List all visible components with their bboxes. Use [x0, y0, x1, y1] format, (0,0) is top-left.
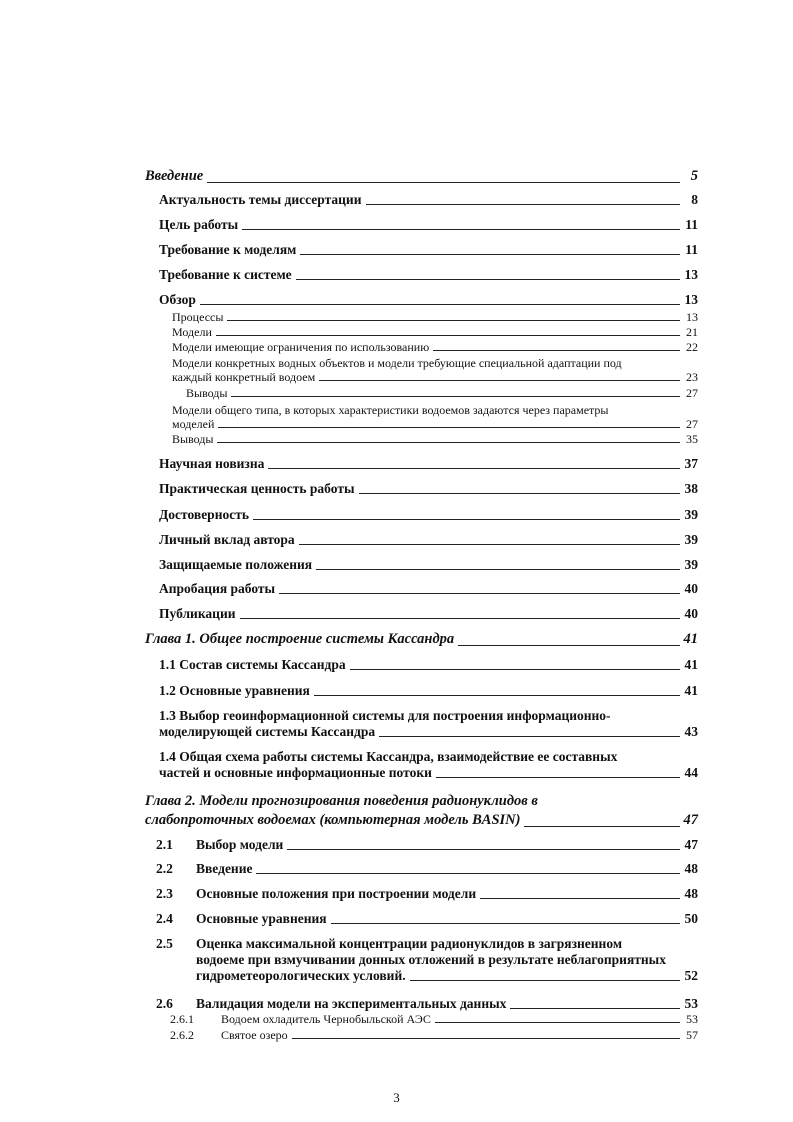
toc-entry-title: частей и основные информационные потоки: [159, 765, 432, 780]
toc-entry-title: Святое озеро: [221, 1028, 288, 1042]
toc-entry-title: Водоем охладитель Чернобыльской АЭС: [221, 1012, 431, 1026]
toc-entry-title: слабопроточных водоемах (компьютерная модель BASIN): [145, 812, 521, 828]
leader-line: [279, 593, 680, 594]
leader-line: [316, 569, 680, 570]
toc-entry-page: 50: [684, 911, 698, 926]
toc-entry[interactable]: [159, 192, 698, 208]
toc-entry-page: 11: [685, 217, 698, 232]
toc-entry-page: 35: [686, 432, 698, 446]
toc-entry-title: Выводы: [172, 432, 214, 446]
toc-entry-page: 39: [684, 507, 698, 522]
toc-entry-page: 44: [684, 765, 698, 780]
toc-entry[interactable]: [159, 749, 698, 781]
leader-line: [436, 777, 680, 778]
leader-line: [524, 826, 679, 827]
toc-entry-title: Достоверность: [159, 507, 249, 522]
toc-entry-page: 8: [691, 192, 698, 207]
toc-entry[interactable]: [186, 386, 698, 400]
toc-entry-title: Апробация работы: [159, 581, 276, 596]
toc-entry[interactable]: [159, 708, 698, 740]
toc-entry-page: 13: [686, 310, 698, 324]
leader-line: [207, 182, 680, 183]
toc-entry[interactable]: [170, 1012, 698, 1026]
toc-entry[interactable]: [156, 911, 698, 927]
toc-entry-page: 41: [684, 683, 698, 698]
toc-entry[interactable]: [172, 340, 698, 354]
toc-entry-number: 2.6: [156, 996, 173, 1011]
leader-line: [314, 695, 680, 696]
toc-entry-title: каждый конкретный водоем: [172, 370, 316, 384]
toc-entry[interactable]: [159, 683, 698, 699]
toc-entry-title: Цель работы: [159, 217, 239, 232]
page-number: 3: [393, 1090, 400, 1105]
toc-entry-title: Научная новизна: [159, 456, 265, 471]
leader-line: [218, 427, 680, 428]
toc-entry-page: 27: [686, 386, 698, 400]
leader-line: [231, 396, 680, 397]
toc-entry-number: 2.3: [156, 886, 173, 901]
toc-entry[interactable]: [170, 1028, 698, 1042]
toc-entry-title: Актуальность темы диссертации: [159, 192, 362, 207]
toc-entry[interactable]: [172, 356, 698, 384]
leader-line: [350, 669, 680, 670]
leader-line: [331, 923, 680, 924]
toc-entry-page: 13: [684, 267, 698, 282]
toc-entry-page: 52: [684, 968, 698, 983]
toc-entry-title: Валидация модели на экспериментальных данных: [196, 996, 507, 1011]
toc-entry-title: Защищаемые положения: [159, 557, 313, 572]
toc-entry-page: 48: [684, 861, 698, 876]
toc-entry-page: 27: [686, 417, 698, 431]
toc-entry[interactable]: [159, 456, 698, 472]
toc-chapter-entry[interactable]: [145, 167, 698, 186]
toc-entry[interactable]: [172, 325, 698, 339]
toc-entry-title: 1.1 Состав системы Кассандра: [159, 657, 346, 672]
leader-line: [216, 335, 680, 336]
toc-entry-title-line: 1.4 Общая схема работы системы Кассандра, взаимодействие ее составных: [159, 749, 618, 764]
toc-entry-page: 38: [684, 481, 698, 496]
toc-entry-page: 41: [683, 631, 698, 647]
toc-entry-title: Введение: [145, 168, 204, 184]
toc-entry-title: Введение: [196, 861, 253, 876]
leader-line: [410, 980, 680, 981]
toc-entry-page: 39: [684, 557, 698, 572]
toc-entry-number: 2.6.1: [170, 1012, 194, 1026]
toc-entry-title: Публикации: [159, 606, 236, 621]
toc-entry-page: 40: [684, 606, 698, 621]
toc-entry[interactable]: [156, 936, 698, 984]
leader-line: [296, 279, 680, 280]
toc-entry[interactable]: [159, 242, 698, 258]
toc-entry[interactable]: [172, 432, 698, 446]
toc-entry[interactable]: [159, 557, 698, 573]
toc-entry-page: 39: [684, 532, 698, 547]
leader-line: [292, 1038, 680, 1039]
toc-entry-title-line: 1.3 Выбор геоинформационной системы для построения информационно-: [159, 708, 611, 723]
toc-entry[interactable]: [159, 657, 698, 673]
toc-entry[interactable]: [172, 403, 698, 431]
toc-entry-title-line: водоеме при взмучивании донных отложений в результате неблагоприятных: [196, 952, 666, 967]
toc-entry-number: 2.1: [156, 837, 173, 852]
toc-entry-title: Выводы: [186, 386, 228, 400]
leader-line: [287, 849, 680, 850]
toc-entry[interactable]: [156, 996, 698, 1012]
toc-entry-title: Обзор: [159, 292, 196, 307]
toc-entry-title: Выбор модели: [196, 837, 284, 852]
leader-line: [299, 544, 680, 545]
toc-entry[interactable]: [156, 886, 698, 902]
toc-entry-number: 2.4: [156, 911, 173, 926]
toc-entry[interactable]: [159, 481, 698, 497]
leader-line: [256, 873, 680, 874]
toc-entry-number: 2.2: [156, 861, 173, 876]
toc-entry-title: моделирующей системы Кассандра: [159, 724, 376, 739]
toc-entry-title: гидрометеорологических условий.: [196, 968, 406, 983]
toc-entry-page: 13: [684, 292, 698, 307]
leader-line: [359, 493, 681, 494]
toc-entry-title: Личный вклад автора: [159, 532, 295, 547]
toc-entry[interactable]: [159, 267, 698, 283]
toc-entry-page: 37: [684, 456, 698, 471]
leader-line: [217, 442, 680, 443]
leader-line: [510, 1008, 680, 1009]
toc-entry-page: 53: [684, 996, 698, 1011]
toc-entry-title: Практическая ценность работы: [159, 481, 355, 496]
leader-line: [433, 350, 680, 351]
toc-entry[interactable]: [159, 292, 698, 308]
leader-line: [300, 254, 680, 255]
leader-line: [366, 204, 681, 205]
toc-entry-number: 2.5: [156, 936, 173, 951]
toc-entry-page: 22: [686, 340, 698, 354]
toc-entry-page: 5: [690, 168, 698, 184]
leader-line: [268, 468, 680, 469]
leader-line: [435, 1022, 680, 1023]
toc-chapter-entry[interactable]: [145, 630, 698, 649]
toc-entry-title-line: Глава 2. Модели прогнозирования поведения радионуклидов в: [145, 793, 538, 809]
toc-entry-page: 43: [684, 724, 698, 739]
toc-entry-title: Требование к моделям: [159, 242, 297, 257]
toc-entry-page: 48: [684, 886, 698, 901]
toc-entry-title: 1.2 Основные уравнения: [159, 683, 310, 698]
leader-line: [458, 645, 679, 646]
toc-entry[interactable]: [156, 837, 698, 853]
toc-chapter-entry[interactable]: [145, 792, 698, 830]
toc-entry-title-line: Модели конкретных водных объектов и модели требующие специальной адаптации под: [172, 356, 622, 370]
toc-entry-page: 57: [686, 1028, 698, 1042]
toc-entry-title: моделей: [172, 417, 215, 431]
toc-entry[interactable]: [159, 507, 698, 523]
toc-entry-title: Основные уравнения: [196, 911, 327, 926]
toc-entry-page: 41: [684, 657, 698, 672]
toc-entry[interactable]: [156, 861, 698, 877]
toc-entry-number: 2.6.2: [170, 1028, 194, 1042]
toc-entry[interactable]: [159, 217, 698, 233]
toc-entry-page: 23: [686, 370, 698, 384]
toc-entry-title: Модели: [172, 325, 212, 339]
leader-line: [200, 304, 680, 305]
toc-entry-title: Основные положения при построении модели: [196, 886, 477, 901]
toc-entry[interactable]: [159, 532, 698, 548]
leader-line: [253, 519, 680, 520]
toc-entry-page: 47: [684, 837, 698, 852]
leader-line: [227, 320, 680, 321]
leader-line: [242, 229, 680, 230]
toc-entry[interactable]: [159, 606, 698, 622]
leader-line: [379, 736, 680, 737]
toc-entry-page: 21: [686, 325, 698, 339]
toc-entry-title-line: Оценка максимальной концентрации радионуклидов в загрязненном: [196, 936, 623, 951]
toc-entry-page: 40: [684, 581, 698, 596]
toc-entry[interactable]: [172, 310, 698, 324]
toc-entry-title: Требование к системе: [159, 267, 292, 282]
toc-entry-title: Модели имеющие ограничения по использованию: [172, 340, 430, 354]
toc-entry-page: 53: [686, 1012, 698, 1026]
leader-line: [319, 380, 680, 381]
leader-line: [240, 618, 681, 619]
toc-entry[interactable]: [159, 581, 698, 597]
toc-entry-title: Глава 1. Общее построение системы Кассандра: [145, 631, 455, 647]
toc-entry-title: Процессы: [172, 310, 224, 324]
toc-entry-page: 47: [683, 812, 698, 828]
toc-entry-title-line: Модели общего типа, в которых характеристики водоемов задаются через параметры: [172, 403, 609, 417]
toc-entry-page: 11: [685, 242, 698, 257]
leader-line: [480, 898, 680, 899]
